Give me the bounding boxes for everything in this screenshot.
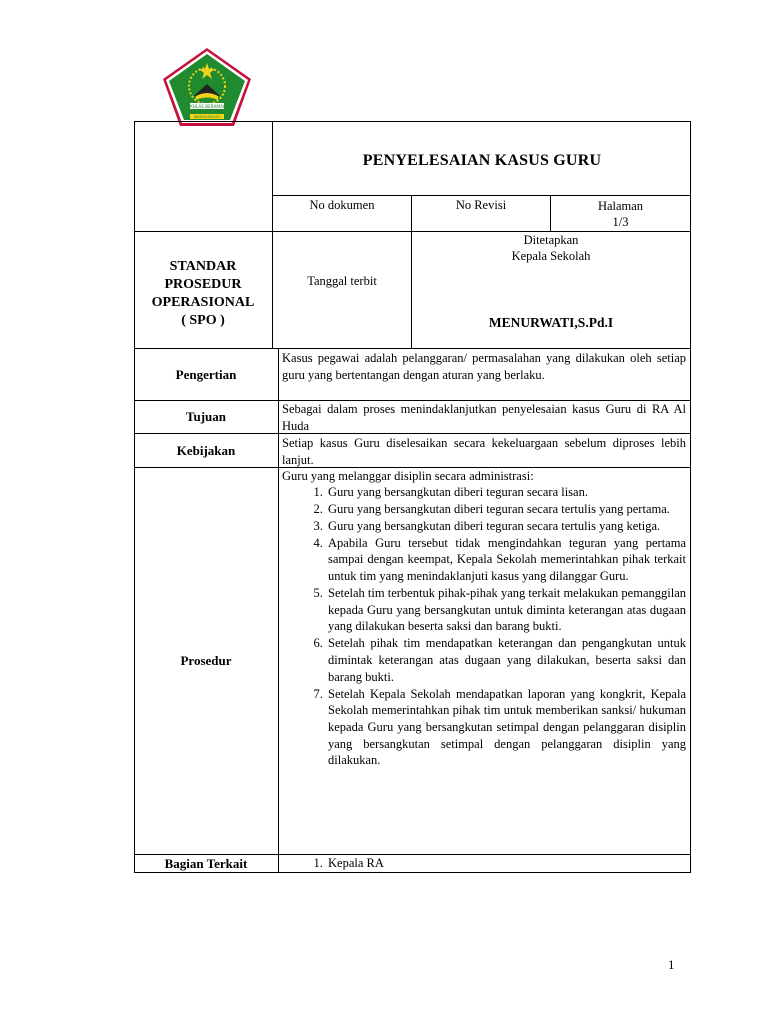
spo-line-4: ( SPO ) xyxy=(181,313,225,328)
ministry-logo xyxy=(160,46,254,128)
tujuan-text: Sebagai dalam proses menindaklanjutkan penyelesaian kasus Guru di RA Al Huda xyxy=(282,402,686,433)
prosedur-step: 1. Guru yang bersangkutan diberi teguran secara lisan. xyxy=(326,484,686,501)
spo-document-table xyxy=(134,121,691,873)
bagian-terkait-list xyxy=(282,855,686,872)
ditetapkan-label: Ditetapkan xyxy=(523,233,579,247)
bagian-terkait-label: Bagian Terkait xyxy=(164,855,248,871)
pengertian-label: Pengertian xyxy=(175,366,237,382)
prosedur-step: 5. Setelah tim terbentuk pihak-pihak yang terkait melakukan pemanggilan kepada Guru yang bersangkutan untuk diminta keterangan atas dugaan yang dilakukan beserta saksi dan barang bukti. xyxy=(326,585,686,635)
prosedur-step: 3. Guru yang bersangkutan diberi teguran secara tertulis yang ketiga. xyxy=(326,518,686,535)
jabatan-label: Kepala Sekolah xyxy=(511,249,591,263)
signatory-name: MENURWATI,S.Pd.I xyxy=(488,315,614,330)
prosedur-step: 2. Guru yang bersangkutan diberi teguran secara tertulis yang pertama. xyxy=(326,501,686,518)
halaman-value: 1/3 xyxy=(612,215,629,229)
bagian-terkait-content xyxy=(282,855,686,872)
bagian-terkait-item: 1. Kepala RA xyxy=(326,855,686,872)
kebijakan-label: Kebijakan xyxy=(176,442,236,458)
document-title: PENYELESAIAN KASUS GURU xyxy=(362,152,602,169)
prosedur-intro: Guru yang melanggar disiplin secara administrasi: xyxy=(282,469,534,483)
prosedur-step: 4. Apabila Guru tersebut tidak mengindahkan teguran yang pertama sampai dengan keempat, Kepala Sekolah memerintahkan pihak terkait untuk tim yang menindaklanjuti kasus yang dilanggar Guru. xyxy=(326,535,686,585)
spo-line-2: PROSEDUR xyxy=(164,277,242,292)
page-number: 1 xyxy=(668,957,675,972)
prosedur-step: 6. Setelah pihak tim mendapatkan keterangan dan pengangkutan untuk dimintak keterangan atas dugaan yang dilakukan, beserta saksi dan barang bukti. xyxy=(326,635,686,685)
prosedur-label: Prosedur xyxy=(180,653,232,668)
spo-label xyxy=(134,258,272,330)
ditetapkan-block xyxy=(412,232,690,264)
tanggal-terbit-label: Tanggal terbit xyxy=(307,274,377,288)
no-dokumen-label: No dokumen xyxy=(309,198,375,212)
tujuan-label: Tujuan xyxy=(186,409,226,424)
spo-line-1: STANDAR xyxy=(169,259,237,274)
prosedur-content xyxy=(282,468,686,769)
logo-banner-text: WASIDUMILYO xyxy=(193,114,221,119)
prosedur-step: 7. Setelah Kepala Sekolah mendapatkan laporan yang kongkrit, Kepala Sekolah memerintahkan pihak tim untuk memberikan sanksi/ hukuman kepada Guru yang bersangkutan setimpal dengan pelanggaran disiplin yang bersangkutan setimpal dengan pelanggaran disiplin yang dilakukan. xyxy=(326,686,686,770)
logo-ribbon-text: IKHLAS BERAMAL xyxy=(188,104,226,109)
prosedur-steps xyxy=(282,484,686,769)
kebijakan-text: Setiap kasus Guru diselesaikan secara kekeluargaan sebelum diproses lebih lanjut. xyxy=(282,436,686,467)
spo-line-3: OPERASIONAL xyxy=(151,295,255,310)
halaman-label: Halaman xyxy=(597,199,644,213)
pengertian-text: Kasus pegawai adalah pelanggaran/ permasalahan yang dilakukan oleh setiap guru yang bertentangan dengan aturan yang berlaku. xyxy=(282,351,686,382)
halaman-cell xyxy=(551,198,690,230)
no-revisi-label: No Revisi xyxy=(455,198,507,212)
